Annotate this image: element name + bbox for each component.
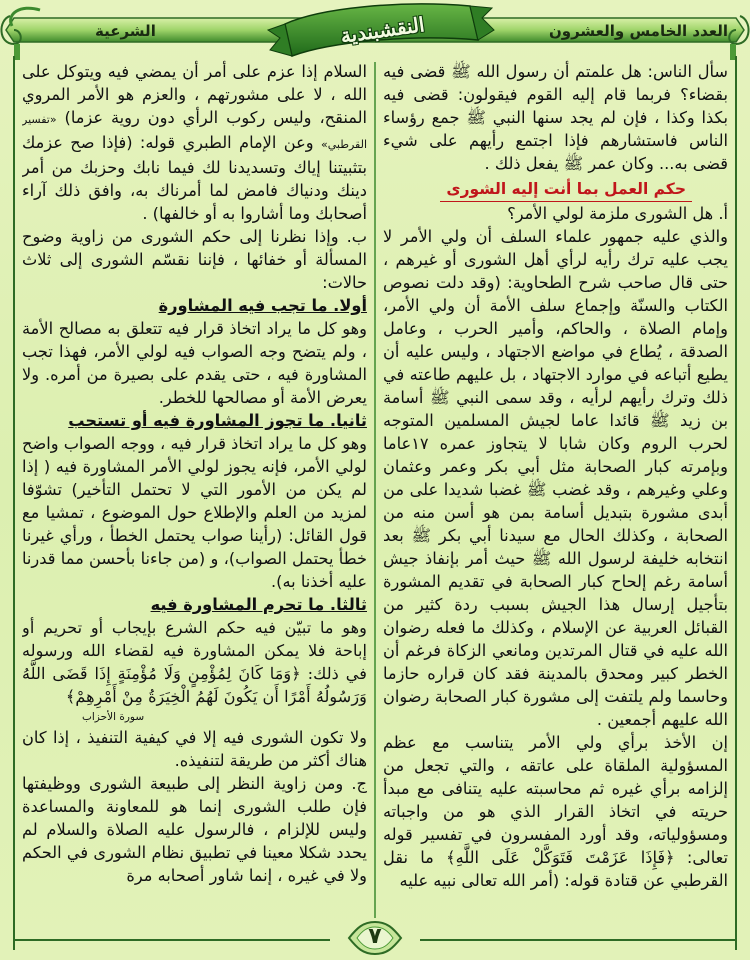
paragraph: ب. وإذا نظرنا إلى حكم الشورى من زاوية وضوح المسألة أو خفائها ، فإننا نقسّم الشورى إلى ثلاث حالات: [22,227,367,292]
subheading: ثالثا. ما تحرم المشاورة فيه [150,595,367,614]
article-column-right [383,60,728,920]
citation: «تفسير القرطبي» [22,113,367,151]
page-header [0,0,750,66]
article-column-left [22,60,367,920]
paragraph: وهو كل ما يراد اتخاذ قرار فيه تتعلق به مصالح الأمة ، ولم يتضح وجه الصواب فيه لولي الأمر، فهذا تجب المشاورة فيه ، حتى يقدم على بصيرة من أمره. ولا يعرض الأمة أو مصالحها للخطر. [22,319,367,407]
paragraph-text: السلام إذا عزم على أمر أن يمضي فيه ويتوكل على الله ، لا على مشورتهم ، والعزم هو الأمر المروي المنقح، وليس ركوب الرأي دون روية عزما) [22,62,367,127]
paragraph-text: وعن الإمام الطبري قوله: (فإذا صح عزمك بتثبيتنا إياك وتسديدنا لك فيما نابك وحزبك من أمر دينك ودنياك فامض لما أمرناك به، وافق ذلك آراء أصحابك وما أشاروا به أو خالفها) . [22,133,367,223]
paragraph [22,60,367,225]
section-label: الشرعية [95,22,156,40]
section-heading: حكم العمل بما أنت إليه الشورى [440,178,692,202]
paragraph: أ. هل الشورى ملزمة لولي الأمر؟ [507,204,728,223]
paragraph: ج. ومن زاوية النظر إلى طبيعة الشورى ووظيفتها فإن طلب الشورى إنما هو للمعاونة والمساعدة وليس للإلزام ، فالرسول عليه الصلاة والسلام لم يحدد شكلا معينا في تطبيق نظام الشورى في الحكم ولا في غيره ، إنما شاور أصحابه مرة [22,774,367,885]
page-number: ٧ [368,924,382,949]
paragraph: وهو كل ما يراد اتخاذ قرار فيه ، ووجه الصواب واضح لولي الأمر، فإنه يجوز لولي الأمر المشاورة فيه ( إذا لم يكن من الأمور التي لا تحتمل التأخير) تشوّفا لمزيد من العلم والإطلاع حول الموضوع ، تمشيا مع قول القائل: (رأينا صواب يحتمل الخطأ ، ورأي غيرنا خطأ يحتمل الصواب)، و (من جاءنا بأحسن مما قدرنا عليه أخذنا به). [22,434,367,591]
subheading: أولا. ما تجب فيه المشاورة [158,296,367,315]
subheading: ثانيا. ما تجوز المشاورة فيه أو تستحب [68,411,367,430]
paragraph: سأل الناس: هل علمتم أن رسول الله ﷺ قضى فيه بقضاء؟ فربما قام إليه القوم فيقولون: قضى فيه بكذا وكذا ، فإن لم يجد سنها النبي ﷺ جمع رؤساء الناس فاستشارهم فإذا اجتمع رأيهم على شيء قضى به... وكان عمر ﷺ يفعل ذلك . [383,62,728,173]
verse-reference: سورة الأحزاب [82,711,145,723]
paragraph: وهو ما تبيّن فيه حكم الشرع بإيجاب أو تحريم أو إباحة فلا يمكن المشاورة فيه لقضاء الله ورسوله في ذلك: ﴿وَمَا كَانَ لِمُؤْمِنٍ وَلَا مُؤْمِنَةٍ إِذَا قَضَى اللَّهُ وَرَسُولُهُ أَمْرًا أَن يَكُونَ لَهُمُ الْخِيَرَةُ مِنْ أَمْرِهِمْ﴾ [22,618,367,706]
magazine-title: النقشبندية [338,12,427,48]
paragraph: والذي عليه جمهور علماء السلف أن ولي الأمر لا يجب عليه ترك رأيه لرأي أهل الشورى أو غيرهم ، حتى قال صاحب شرح الطحاوية: (وقد دلت نصوص الكتاب والسنّة وإجماع سلف الأمة أن ولي الأمر، وإمام الصلاة ، والحاكم، وأمير الحرب ، وعامل الصدقة ، يُطاع في مواضع الاجتهاد ، وليس عليه أن يطيع أتباعه في موارد الاجتهاد ، بل عليهم طاعته في ذلك وترك رأيهم لرأيه ، وقد سمى النبي ﷺ أسامة بن زيد ﷺ قائدا عاما لجيش المسلمين المتوجه لحرب الروم وكان شابا لا يتجاوز عمره ١٧عاما وبإمرته كبار الصحابة مثل أبي بكر وعمر وعثمان وعلي وغيرهم ، وقد غضب ﷺ غضبا شديدا على من أبدى مشورة بتبديل أسامة بمن هو أسن منه من الصحابة ، وكذلك الحال مع سيدنا أبي بكر ﷺ بعد انتخابه خليفة لرسول الله ﷺ حيث أمر بإنفاذ جيش أسامة رغم إلحاح كبار الصحابة في تقديم المشورة بتأجيل إرسال هذا الجيش بسبب ردة كثير من القبائل العربية عن الإسلام ، وكذلك ما فعله رضوان الله عليه في قتال المرتدين ومانعي الزكاة فرغم أن الخطر كبير ومحدق بالمدينة فقد كان قراره حازما وحاسما ولم يلتفت إلى مشورة كبار الصحابة رضوان الله عليهم أجمعين . [383,227,728,729]
paragraph: إن الأخذ برأي ولي الأمر يتناسب مع عظم المسؤولية الملقاة على عاتقه ، والتي تجعل من إلزامه برأي غيره ثم محاسبته عليه يتنافى مع مبدأ حريته في اتخاذ القرار الذي هو من واجباته ومسؤولياته، وقد أورد المفسرون في تفسير قوله تعالى: ﴿فَإِذَا عَزَمْتَ فَتَوَكَّلْ عَلَى اللَّهِ﴾ ما نقل القرطبي عن قتادة قوله: (أمر الله تعالى نبيه عليه [383,733,728,890]
paragraph: ولا تكون الشورى فيه إلا في كيفية التنفيذ ، إذا كان هناك أكثر من طريقة لتنفيذه. [22,728,367,770]
page-number-badge [343,918,407,958]
issue-label: العدد الخامس والعشرون [548,22,728,40]
